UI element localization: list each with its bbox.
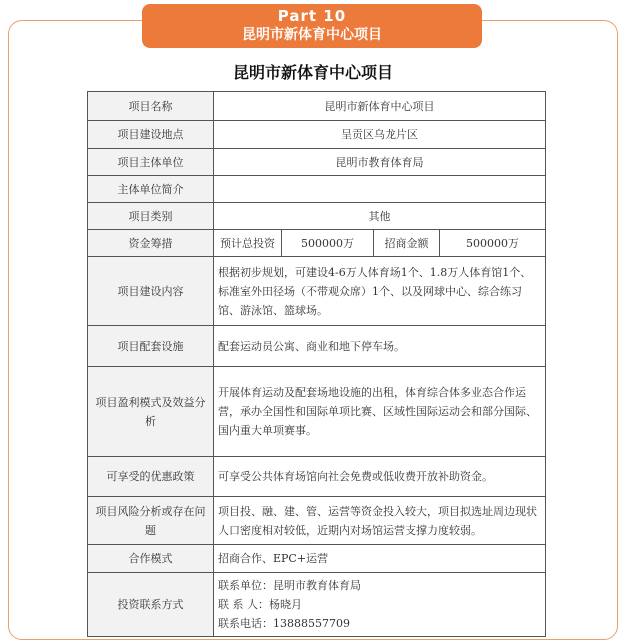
location-label: 项目建设地点 [88,121,214,149]
policy-value: 可享受公共体育场馆向社会免费或低收费开放补助资金。 [214,457,546,497]
risk-value: 项目投、融、建、管、运营等资金投入较大，项目拟选址周边现状人口密度相对较低，近期内对场馆运营支撑力度较弱。 [214,497,546,545]
table-row [88,573,546,637]
cooperation-value: 招商合作、EPC+运营 [214,545,546,573]
contact-phone: 联系电话：13888557709 [218,617,350,630]
table-row [88,149,546,176]
owner-label: 项目主体单位 [88,149,214,176]
project-name-value: 昆明市新体育中心项目 [214,92,546,121]
table-row [88,497,546,545]
table-row [88,230,546,257]
category-label: 项目类别 [88,203,214,230]
profit-label: 项目盈利模式及效益分析 [88,367,214,457]
risk-label: 项目风险分析或存在问题 [88,497,214,545]
owner-intro-value [214,176,546,203]
contact-value [214,573,546,637]
document-title: 昆明市新体育中心项目 [232,63,393,82]
table-row [88,257,546,326]
table-row [88,326,546,367]
contact-label: 投资联系方式 [88,573,214,637]
category-value: 其他 [214,203,546,230]
contact-person: 联 系 人：杨晓月 [218,598,302,611]
project-info-table [87,91,546,637]
table-row [88,457,546,497]
cooperation-label: 合作模式 [88,545,214,573]
table-row [88,176,546,203]
table-row [88,121,546,149]
total-investment-label: 预计总投资 [214,230,282,257]
table-row [88,367,546,457]
profit-value: 开展体育运动及配套场地设施的出租，体育综合体多业态合作运营，承办全国性和国际单项比赛、区域性国际运动会和部分国际、国内重大单项赛事。 [214,367,546,457]
contact-unit: 联系单位：昆明市教育体育局 [218,579,361,592]
policy-label: 可享受的优惠政策 [88,457,214,497]
table-row [88,203,546,230]
location-value: 呈贡区乌龙片区 [214,121,546,149]
invest-amount-value: 500000万 [440,230,546,257]
content-label: 项目建设内容 [88,257,214,326]
facilities-value: 配套运动员公寓、商业和地下停车场。 [214,326,546,367]
total-investment-value: 500000万 [282,230,374,257]
project-name-label: 项目名称 [88,92,214,121]
facilities-label: 项目配套设施 [88,326,214,367]
owner-value: 昆明市教育体育局 [214,149,546,176]
part-banner [142,4,482,48]
owner-intro-label: 主体单位简介 [88,176,214,203]
table-row [88,92,546,121]
table-row [88,545,546,573]
funding-label: 资金筹措 [88,230,214,257]
part-subtitle: 昆明市新体育中心项目 [242,27,382,43]
content-value: 根据初步规划，可建设4-6万人体育场1个、1.8万人体育馆1个、标准室外田径场（不带观众席）1个、以及网球中心、综合练习馆、游泳馆、篮球场。 [214,257,546,326]
invest-amount-label: 招商金额 [374,230,440,257]
part-number: Part 10 [277,7,347,25]
